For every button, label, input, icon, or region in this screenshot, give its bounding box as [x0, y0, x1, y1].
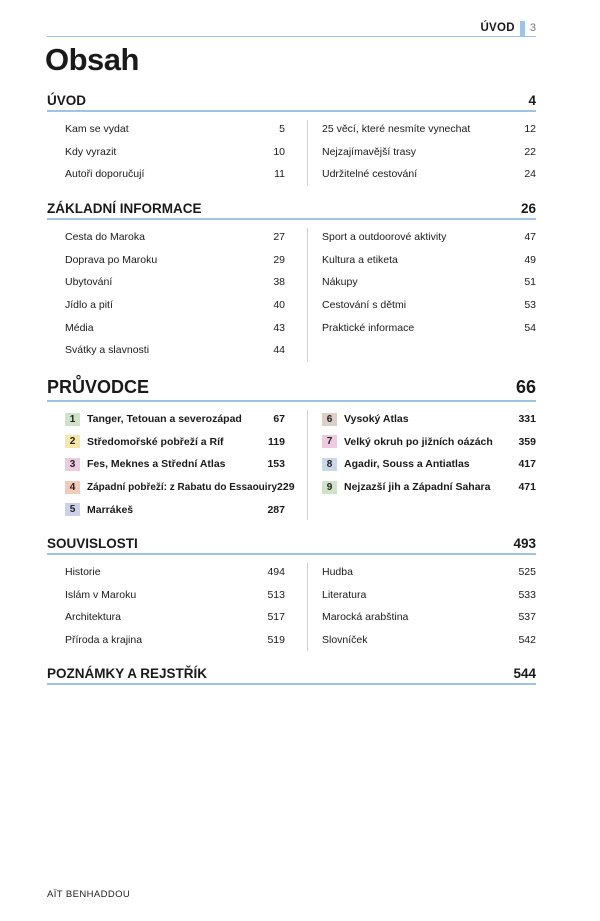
- column-divider: [307, 228, 308, 362]
- toc-entry[interactable]: Historie 494: [65, 566, 285, 579]
- toc-entry[interactable]: Ubytování 38: [65, 276, 285, 289]
- toc-entry[interactable]: Slovníček 542: [322, 634, 536, 647]
- chapter-number-chip: 5: [65, 503, 80, 516]
- running-head-bar: [520, 21, 525, 36]
- column-divider: [307, 120, 308, 186]
- section-title: ZÁKLADNÍ INFORMACE: [47, 201, 202, 216]
- toc-entry[interactable]: Autoři doporučují 11: [65, 168, 285, 181]
- toc-entry[interactable]: Literatura 533: [322, 588, 536, 601]
- section-pruvodce-left: [65, 408, 295, 521]
- section-uvod-right: [322, 118, 536, 186]
- toc-entry[interactable]: Cestování s dětmi 53: [322, 299, 536, 312]
- section-zakladni-left: [65, 226, 285, 362]
- toc-entry[interactable]: Kam se vydat 5: [65, 123, 285, 136]
- photo-caption-footer: AÏT BENHADDOU: [47, 889, 131, 900]
- guide-chapter-entry[interactable]: 5 Marrákeš 287: [65, 498, 285, 521]
- guide-chapter-entry[interactable]: 7 Velký okruh po jižních oázách 359: [322, 431, 536, 454]
- toc-entry[interactable]: Islám v Maroku 513: [65, 588, 285, 601]
- section-title: SOUVISLOSTI: [47, 536, 138, 551]
- toc-entry[interactable]: 25 věcí, které nesmíte vynechat 12: [322, 123, 536, 136]
- toc-entry[interactable]: Kdy vyrazit 10: [65, 145, 285, 158]
- toc-entry[interactable]: Cesta do Maroka 27: [65, 231, 285, 244]
- toc-entry[interactable]: Sport a outdoorové aktivity 47: [322, 231, 536, 244]
- guide-chapter-entry[interactable]: 2 Středomořské pobřeží a Ríf 119: [65, 431, 285, 454]
- guide-chapter-entry[interactable]: 9 Nejzazší jih a Západní Sahara 471: [322, 476, 536, 499]
- chapter-number-chip: 3: [65, 458, 80, 471]
- section-zakladni-right: [322, 226, 536, 339]
- section-page: 66: [515, 377, 536, 397]
- section-uvod-left: [65, 118, 285, 186]
- chapter-number-chip: 9: [322, 481, 337, 494]
- chapter-number-chip: 6: [322, 413, 337, 426]
- section-souvislosti-left: [65, 561, 285, 651]
- toc-entry[interactable]: Udržitelné cestování 24: [322, 168, 536, 181]
- section-souvislosti-right: [322, 561, 536, 651]
- section-title: PRŮVODCE: [47, 377, 150, 397]
- guide-chapter-entry[interactable]: 3 Fes, Meknes a Střední Atlas 153: [65, 453, 285, 476]
- toc-entry[interactable]: Svátky a slavnosti 44: [65, 344, 285, 357]
- section-title: ÚVOD: [47, 93, 87, 108]
- toc-entry[interactable]: Nákupy 51: [322, 276, 536, 289]
- toc-entry[interactable]: Hudba 525: [322, 566, 536, 579]
- toc-entry[interactable]: Doprava po Maroku 29: [65, 253, 285, 266]
- running-head-label: ÚVOD: [480, 22, 515, 34]
- section-pruvodce-right: [322, 408, 536, 498]
- section-heading-pruvodce[interactable]: [47, 377, 536, 402]
- guide-chapter-entry[interactable]: 1 Tanger, Tetouan a severozápad 67: [65, 408, 285, 431]
- toc-entry[interactable]: Architektura 517: [65, 611, 285, 624]
- section-heading-poznamky-a-rejstrik[interactable]: [47, 666, 536, 685]
- section-heading-uvod[interactable]: [47, 93, 536, 112]
- chapter-number-chip: 2: [65, 435, 80, 448]
- running-head: [480, 20, 536, 36]
- section-page: 26: [520, 201, 536, 216]
- page-number: 3: [529, 22, 536, 34]
- toc-entry[interactable]: Marocká arabština 537: [322, 611, 536, 624]
- guide-chapter-entry[interactable]: 6 Vysoký Atlas 331: [322, 408, 536, 431]
- section-heading-souvislosti[interactable]: [47, 536, 536, 555]
- column-divider: [307, 563, 308, 651]
- page-title: Obsah: [45, 42, 139, 77]
- toc-entry[interactable]: Kultura a etiketa 49: [322, 253, 536, 266]
- guide-chapter-entry[interactable]: 4 Západní pobřeží: z Rabatu do Essaouiry 229: [65, 476, 285, 499]
- toc-entry[interactable]: Média 43: [65, 321, 285, 334]
- chapter-number-chip: 8: [322, 458, 337, 471]
- guide-chapter-entry[interactable]: 8 Agadir, Souss a Antiatlas 417: [322, 453, 536, 476]
- section-page: 544: [513, 666, 536, 681]
- chapter-number-chip: 7: [322, 435, 337, 448]
- toc-entry[interactable]: Nejzajímavější trasy 22: [322, 145, 536, 158]
- toc-entry[interactable]: Příroda a krajina 519: [65, 634, 285, 647]
- chapter-number-chip: 1: [65, 413, 80, 426]
- toc-entry[interactable]: Jídlo a pití 40: [65, 299, 285, 312]
- toc-entry[interactable]: Praktické informace 54: [322, 321, 536, 334]
- column-divider: [307, 410, 308, 520]
- section-page: 493: [513, 536, 536, 551]
- top-rule: [47, 36, 536, 37]
- chapter-number-chip: 4: [65, 481, 80, 494]
- section-title: POZNÁMKY A REJSTŘÍK: [47, 666, 208, 681]
- section-heading-zakladni-informace[interactable]: [47, 201, 536, 220]
- section-page: 4: [528, 93, 536, 108]
